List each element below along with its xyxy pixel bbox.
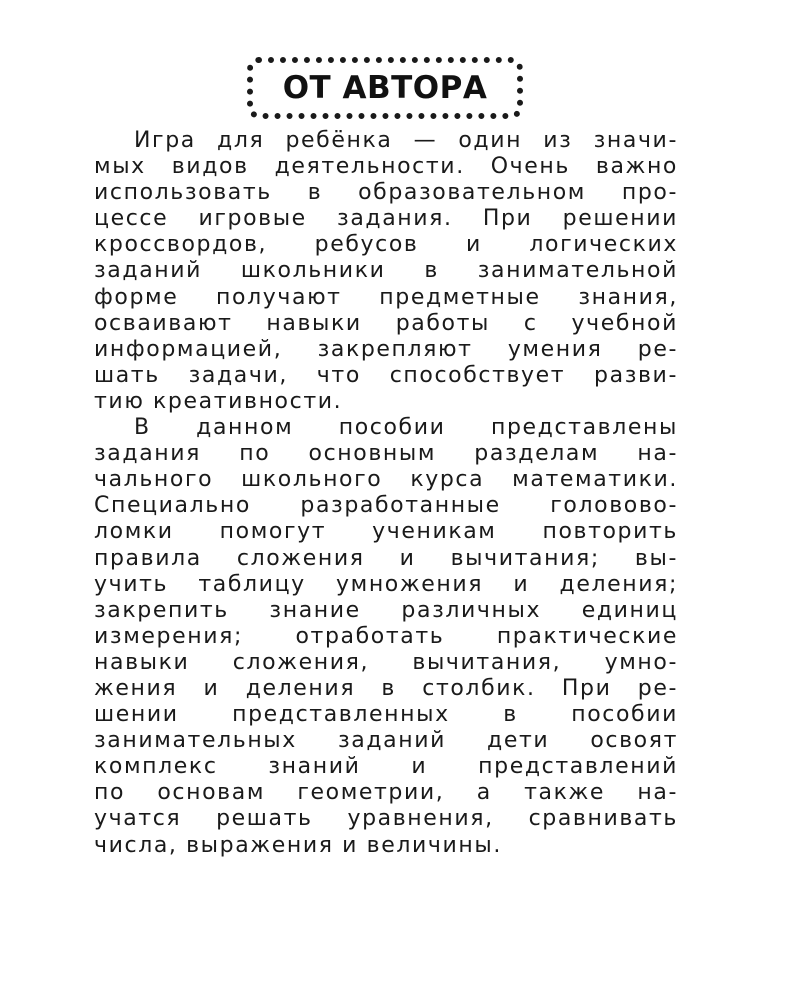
body-text: [94, 128, 678, 859]
text-line: числа, выражения и величины.: [94, 832, 502, 858]
text-line: шать задачи, что способствует разви-: [94, 362, 678, 388]
text-line: занимательных заданий дети освоят: [94, 728, 678, 754]
text-line: осваивают навыки работы с учебной: [94, 310, 678, 336]
text-line: измерения; отработать практические: [94, 623, 678, 649]
text-line: Специально разработанные головово-: [94, 493, 678, 519]
text-line: учить таблицу умножения и деления;: [94, 571, 678, 597]
text-line: навыки сложения, вычитания, умно-: [94, 649, 678, 675]
text-line: кроссвордов, ребусов и логических: [94, 232, 678, 258]
text-line: закрепить знание различных единиц: [94, 597, 678, 623]
text-line: цессе игровые задания. При решении: [94, 206, 678, 232]
page-title: ОТ АВТОРА: [282, 70, 488, 106]
text-line: чального школьного курса математики.: [94, 467, 678, 493]
text-line: Игра для ребёнка — один из значи-: [134, 128, 678, 153]
text-line: использовать в образовательном про-: [94, 180, 678, 206]
text-line: ломки помогут ученикам повторить: [94, 519, 678, 545]
text-line: заданий школьники в занимательной: [94, 258, 678, 284]
text-line: задания по основным разделам на-: [94, 441, 678, 467]
text-line: тию креативности.: [94, 388, 343, 414]
paragraph-1: [94, 128, 678, 415]
text-line: информацией, закрепляют умения ре-: [94, 336, 678, 362]
text-line: правила сложения и вычитания; вы-: [94, 545, 678, 571]
title-frame: [247, 57, 523, 119]
text-line: жения и деления в столбик. При ре-: [94, 675, 678, 701]
text-line: по основам геометрии, а также на-: [94, 780, 678, 806]
text-line: шении представленных в пособии: [94, 702, 678, 728]
text-line: форме получают предметные знания,: [94, 284, 678, 310]
text-line: мых видов деятельности. Очень важно: [94, 154, 678, 180]
text-line: комплекс знаний и представлений: [94, 754, 678, 780]
paragraph-2: [94, 415, 678, 859]
text-line: учатся решать уравнения, сравнивать: [94, 806, 678, 832]
text-line: В данном пособии представлены: [134, 415, 678, 441]
